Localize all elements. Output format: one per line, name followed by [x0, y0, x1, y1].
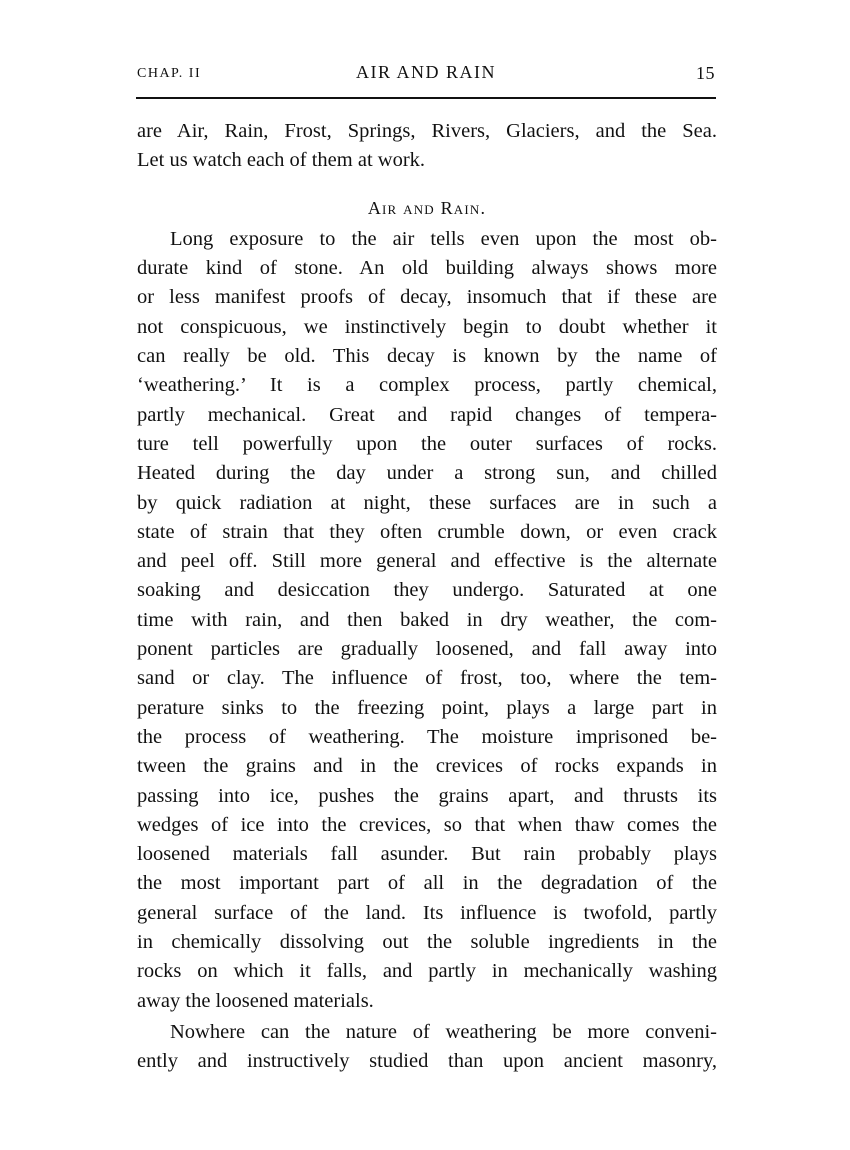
text-line: can really be old. This decay is known by the name of — [137, 345, 717, 368]
text-line: are Air, Rain, Frost, Springs, Rivers, Glaciers, and the Sea. — [137, 120, 717, 142]
text-line: not conspicuous, we instinctively begin to doubt whether it — [137, 315, 717, 338]
text-line: the process of weathering. The moisture imprisoned be- — [137, 725, 717, 748]
text-line: by quick radiation at night, these surfaces are in such a — [137, 491, 717, 514]
text-line: perature sinks to the freezing point, plays a large part in — [137, 696, 717, 719]
text-line: Heated during the day under a strong sun, and chilled — [137, 462, 717, 485]
body-text — [137, 117, 717, 1077]
header-rule — [136, 97, 716, 99]
text-line: ponent particles are gradually loosened, and fall away into — [137, 638, 717, 661]
intro-paragraph — [137, 117, 717, 176]
text-line: tween the grains and in the crevices of rocks expands in — [137, 755, 717, 778]
text-line: wedges of ice into the crevices, so that when thaw comes the — [137, 813, 717, 836]
text-line: soaking and desiccation they undergo. Saturated at one — [137, 579, 717, 602]
text-line: ‘weathering.’ It is a complex process, partly chemical, — [137, 374, 717, 397]
text-line: away the loosened materials. — [137, 989, 374, 1012]
text-line: time with rain, and then baked in dry weather, the com- — [137, 608, 717, 631]
text-line: in chemically dissolving out the soluble ingredients in the — [137, 931, 717, 954]
text-line: the most important part of all in the degradation of the — [137, 872, 717, 895]
chapter-label: CHAP. II — [137, 66, 202, 81]
text-line: Long exposure to the air tells even upon the most ob- — [170, 227, 717, 250]
text-line: durate kind of stone. An old building always shows more — [137, 257, 717, 280]
running-head — [137, 60, 715, 86]
page-number: 15 — [696, 63, 715, 83]
text-line: sand or clay. The influence of frost, too, where the tem- — [137, 667, 717, 690]
text-line: general surface of the land. Its influence is twofold, partly — [137, 901, 717, 924]
paragraph-weathering — [137, 225, 717, 1016]
text-line: loosened materials fall asunder. But rain probably plays — [137, 843, 717, 866]
running-title: AIR AND RAIN — [355, 62, 496, 82]
text-line: Let us watch each of them at work. — [137, 149, 426, 172]
text-line: passing into ice, pushes the grains apart, and thrusts its — [137, 784, 717, 807]
text-line: state of strain that they often crumble down, or even crack — [137, 520, 717, 543]
text-line: and peel off. Still more general and effective is the alternate — [137, 550, 717, 573]
section-heading: Air and Rain. — [367, 197, 487, 218]
text-line: partly mechanical. Great and rapid changes of tempera- — [137, 403, 717, 426]
text-line: ture tell powerfully upon the outer surfaces of rocks. — [137, 432, 717, 455]
text-line: Nowhere can the nature of weathering be more conveni- — [170, 1020, 717, 1043]
paragraph-masonry — [137, 1018, 717, 1077]
text-line: or less manifest proofs of decay, insomuch that if these are — [137, 286, 717, 309]
text-line: rocks on which it falls, and partly in mechanically washing — [137, 960, 717, 983]
text-line: ently and instructively studied than upon ancient masonry, — [137, 1050, 717, 1073]
